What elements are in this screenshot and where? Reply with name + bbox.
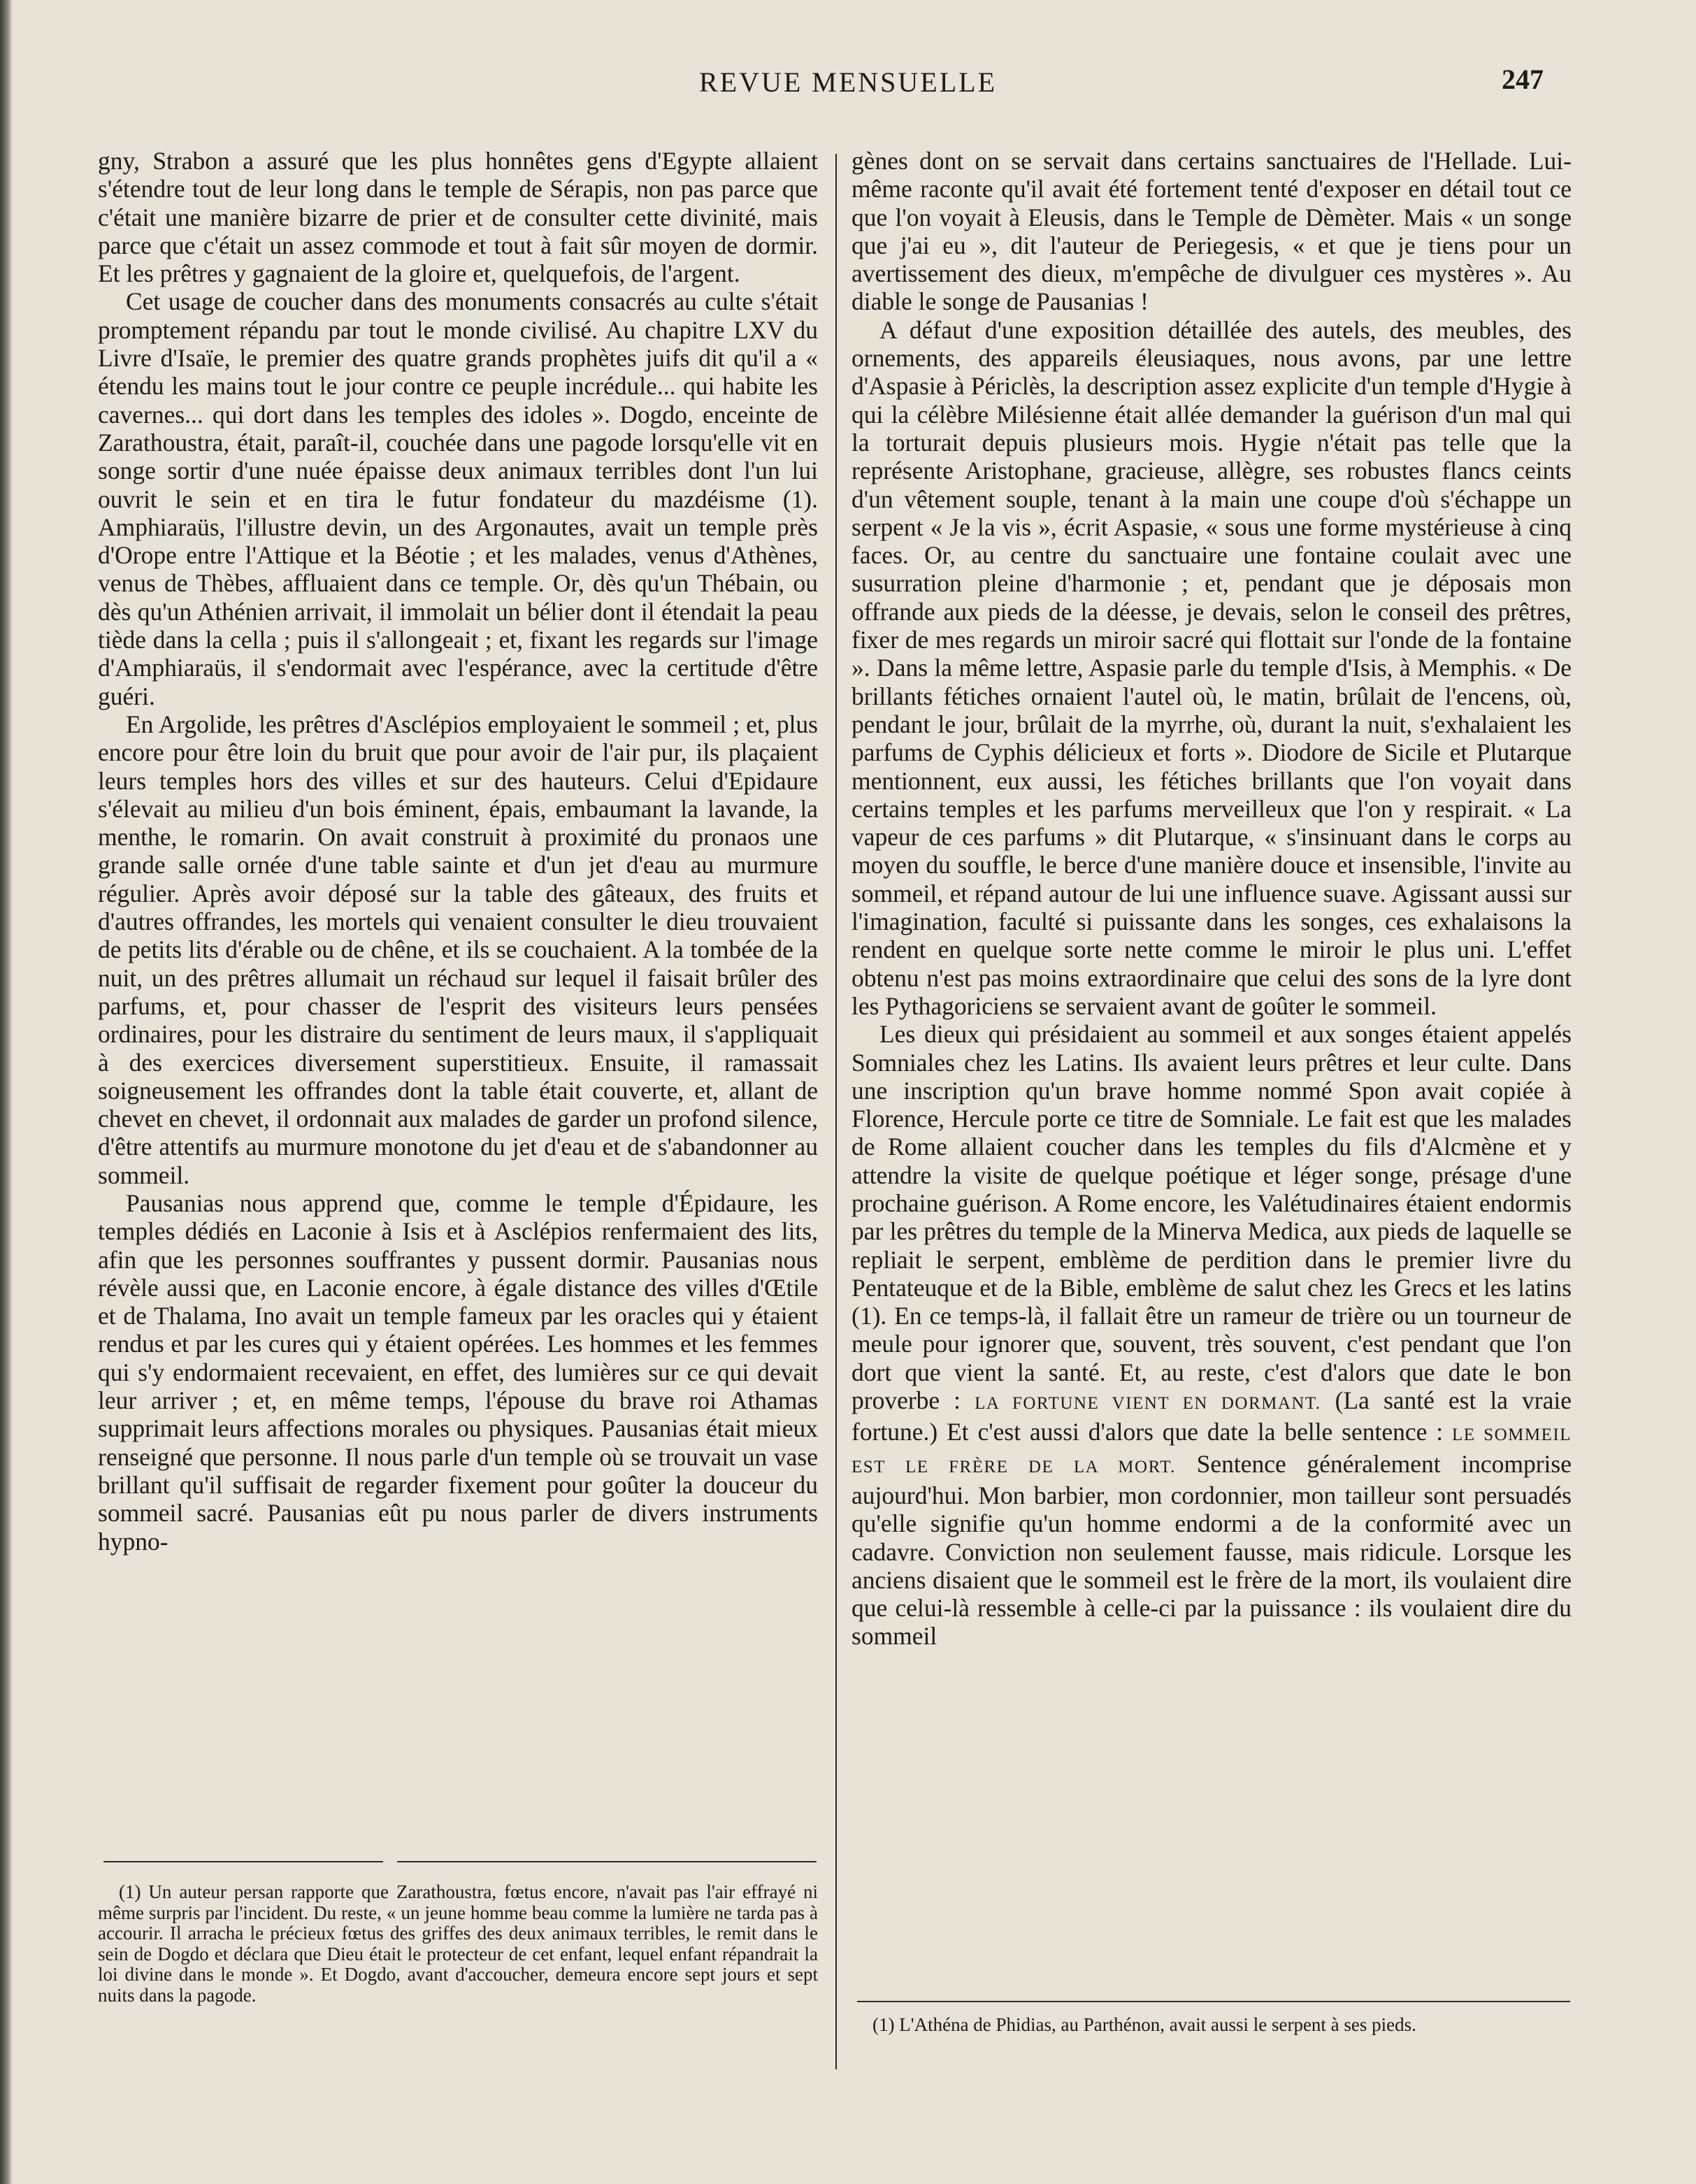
paragraph-text: Les dieux qui présidaient au sommeil et aux songes étaient appelés Somniales chez les Latins. Ils avaient leurs prêtres et leur culte. Dans une inscription qu'un brave homme nommé Spon avait copiée à Florence, Hercule porte ce titre de Somniale. Le fait est que les malades de Rome allaient coucher dans les temples du fils d'Alcmène et y attendre la visite de quelque poétique et léger songe, présage d'une prochaine guérison. A Rome encore, les Valétudinaires étaient endormis par les prêtres du temple de la Minerva Medica, aux pieds de laquelle se repliait le serpent, emblème de perdition dans le premier livre du Pentateuque et de la Bible, emblème de salut chez les Grecs et les latins (1). En ce temps-là, il fallait être un rameur de trière ou un tourneur de meule pour ignorer que, souvent, très souvent, c'est pendant que l'on dort que vient la santé. Et, au reste, c'est d'alors que date le bon proverbe : (851, 1020, 1572, 1415)
paragraph: En Argolide, les prêtres d'Asclépios employaient le sommeil ; et, plus encore pour être loin du bruit que pour avoir de l'air pur, ils plaçaient leurs temples hors des villes et sur des hauteurs. Celui d'Epidaure s'élevait au milieu d'un bois éminent, épais, embaumant la lavande, la menthe, le romarin. On avait construit à proximité du pronaos une grande salle ornée d'une table sainte et d'un jet d'eau au murmure régulier. Après avoir déposé sur la table des gâteaux, des fruits et d'autres offrandes, les mortels qui venaient consulter le dieu trouvaient de petits lits d'érable ou de chêne, et ils se couchaient. A la tombée de la nuit, un des prêtres allumait un réchaud sur lequel il faisait brûler des parfums, et, pour chasser de l'esprit des visiteurs leurs pensées ordinaires, pour les distraire du sentiment de leurs maux, il s'appliquait à des exercices diversement superstitieux. Ensuite, il ramassait soigneusement les offrandes dont la table était couverte, et, allant de chevet en chevet, il ordonnait aux malades de garder un profond silence, d'être attentifs au murmure monotone du jet d'eau et de s'abandonner au sommeil. (98, 710, 818, 1189)
page-binding-edge (0, 0, 13, 2184)
sentence-small-caps: LE SOMMEIL EST LE FRÈRE DE LA MORT. (851, 1425, 1572, 1477)
footnote-rule-left-2 (397, 1861, 817, 1862)
page-number: 247 (1502, 64, 1544, 95)
left-column (98, 147, 818, 1556)
footnote-left (98, 1882, 818, 2006)
footnote-text: (1) L'Athéna de Phidias, au Parthénon, avait aussi le serpent à ses pieds. (872, 2014, 1416, 2035)
paragraph: gènes dont on se servait dans certains sanctuaires de l'Hellade. Lui-même raconte qu'il avait été fortement tenté d'exposer en détail tout ce que l'on voyait à Eleusis, dans le Temple de Dèmèter. Mais « un songe que j'ai eu », dit l'auteur de Periegesis, « et que je tiens pour un avertissement des dieux, m'empêche de divulguer ces mystères ». Au diable le songe de Pausanias ! (851, 147, 1572, 316)
footnote-text: (1) Un auteur persan rapporte que Zarathoustra, fœtus encore, n'avait pas l'air effrayé ni même surpris par l'incident. Du reste, « un jeune homme beau comme la lumière ne tarda pas à accourir. Il arracha le précieux fœtus des griffes des deux animaux terribles, le remit dans le sein de Dogdo et déclara que Dieu était le protecteur de cet enfant, lequel enfant répandrait la loi divine dans le monde ». Et Dogdo, avant d'accoucher, demeura encore sept jours et sept nuits dans la pagode. (98, 1881, 818, 2006)
paragraph: A défaut d'une exposition détaillée des autels, des meubles, des ornements, des appareils éleusiaques, nous avons, par une lettre d'Aspasie à Périclès, la description assez explicite d'un temple d'Hygie à qui la célèbre Milésienne était allée demander la guérison d'un mal qui la torturait depuis plusieurs mois. Hygie n'était pas telle que la représente Aristophane, gracieuse, allègre, ses robustes flancs ceints d'un vêtement souple, tenant à la main une coupe d'où s'échappe un serpent « Je la vis », écrit Aspasie, « sous une forme mystérieuse à cinq faces. Or, au centre du sanctuaire une fontaine coulait avec une susurration pleine d'harmonie ; et, pendant que je déposais mon offrande aux pieds de la déesse, je devais, selon le conseil des prêtres, fixer de mes regards un miroir sacré qui flottait sur l'onde de la fontaine ». Dans la même lettre, Aspasie parle du temple d'Isis, à Memphis. « De brillants fétiches ornaient l'autel où, le matin, brûlait de l'encens, où, pendant le jour, brûlait de la myrrhe, où, durant la nuit, s'exhalaient les parfums de Cyphis délicieux et forts ». Diodore de Sicile et Plutarque mentionnent, eux aussi, les fétiches brillants que l'on voyait dans certains temples et les parfums merveilleux que l'on y respirait. « La vapeur de ces parfums » dit Plutarque, « s'insinuant dans le corps au moyen du souffle, le berce d'une manière douce et insensible, l'invite au sommeil, et répand autour de lui une influence suave. Agissant aussi sur l'imagination, faculté si puissante dans les songes, ces exhalaisons la rendent en quelque sorte nette comme le miroir le plus uni. L'effet obtenu n'est pas moins extraordinaire que celui des sons de la lyre dont les Pythagoriciens se servaient avant de goûter le sommeil. (851, 315, 1572, 1020)
paragraph-text: (La santé est la vraie fortune.) Et c'est aussi d'alors que date la belle sentence : (851, 1386, 1572, 1446)
paragraph: Pausanias nous apprend que, comme le temple d'Épidaure, les temples dédiés en Laconie à Isis et à Asclépios renfermaient des lits, afin que les personnes souffrantes y pussent dormir. Pausanias nous révèle aussi que, en Laconie encore, à égale distance des villes d'Œtile et de Thalama, Ino avait un temple fameux par les oracles qui y étaient rendus et par les cures qui y étaient opérées. Les hommes et les femmes qui s'y endormaient recevaient, en effet, des lumières sur ce qui devait leur arriver ; et, en même temps, l'épouse du brave roi Athamas supprimait leurs affections morales ou physiques. Pausanias était mieux renseigné que personne. Il nous parle d'un temple où se trouvait un vase brillant qu'il suffisait de regarder fixement pour goûter la douceur du sommeil sacré. Pausanias eût pu nous parler de divers instruments hypno- (98, 1188, 818, 1556)
proverb-small-caps: LA FORTUNE VIENT EN DORMANT. (975, 1394, 1321, 1414)
paragraph: Cet usage de coucher dans des monuments consacrés au culte s'était promptement répandu par tout le monde civilisé. Au chapitre LXV du Livre d'Isaïe, le premier des quatre grands prophètes juifs dit qu'il a « étendu les mains tout le jour contre ce peuple incrédule... qui habite les cavernes... qui dort dans les temples des idoles ». Dogdo, enceinte de Zarathoustra, était, paraît-il, couchée dans une pagode lorsqu'elle vit en songe sortir d'une nuée épaisse deux animaux terribles dont l'un lui ouvrit le sein et en tira le futur fondateur du mazdéisme (1). Amphiaraüs, l'illustre devin, un des Argonautes, avait un temple près d'Orope entre l'Attique et la Béotie ; et les malades, venus d'Athènes, venus de Thèbes, affluaient dans ce temple. Or, dès qu'un Thébain, ou dès qu'un Athénien arrivait, il immolait un bélier dont il étendait la peau tiède dans la cella ; puis il s'allongeait ; et, fixant les regards sur l'image d'Amphiaraüs, il s'endormait avec l'espérance, avec la certitude d'être guéri. (98, 287, 818, 710)
column-divider (835, 154, 837, 2069)
footnote-right (851, 2015, 1572, 2036)
footnote-rule-left (103, 1861, 383, 1862)
paragraph: gny, Strabon a assuré que les plus honnêtes gens d'Egypte allaient s'étendre tout de leur long dans le temple de Sérapis, non pas parce que c'était une manière bizarre de prier et de consulter cette divinité, mais parce que c'était un assez commode et tout à fait sûr moyen de dormir. Et les prêtres y gagnaient de la gloire et, quelquefois, de l'argent. (98, 147, 818, 288)
paragraph-text: Sentence généralement incomprise aujourd'hui. Mon barbier, mon cordonnier, mon tailleur sont persuadés qu'elle signifie qu'un homme endormi a de la conformité avec un cadavre. Conviction non seulement fausse, mais ridicule. Lorsque les anciens disaient que le sommeil est le frère de la mort, ils voulaient dire que celui-là ressemble à celle-ci par la puissance : ils voulaient dire du sommeil (851, 1449, 1572, 1651)
footnote-rule-right (857, 2001, 1570, 2002)
paragraph (851, 1020, 1572, 1651)
running-header: REVUE MENSUELLE (698, 66, 998, 98)
right-column (851, 147, 1572, 1651)
